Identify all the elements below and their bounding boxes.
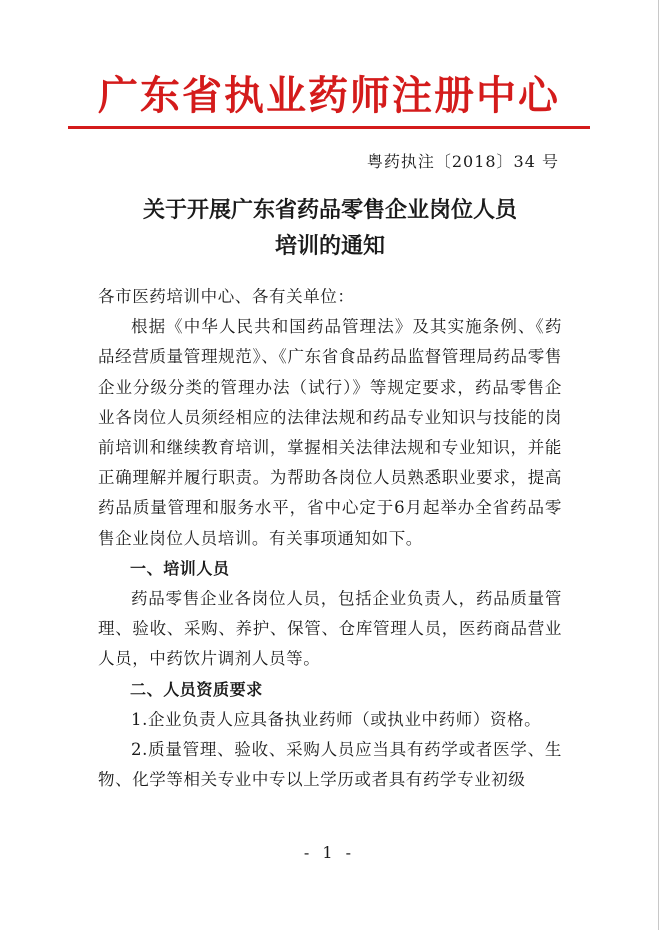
issuing-organization-header: 广东省执业药师注册中心 bbox=[98, 73, 560, 119]
section-paragraph: 2.质量管理、验收、采购人员应当具有药学或者医学、生物、化学等相关专业中专以上学历或者具有药学专业初级 bbox=[98, 740, 562, 790]
red-header-rule bbox=[68, 126, 590, 129]
section-paragraph: 1.企业负责人应具备执业药师（或执业中药师）资格。 bbox=[131, 709, 542, 729]
document-title bbox=[100, 193, 560, 265]
page-number: - 1 - bbox=[303, 843, 356, 862]
document-number: 粤药执注〔2018〕34 号 bbox=[366, 152, 559, 171]
document-body bbox=[98, 282, 562, 795]
section-paragraph: 药品零售企业各岗位人员，包括企业负责人，药品质量管理、验收、采购、养护、保管、仓库管理人员，医药商品营业人员，中药饮片调剂人员等。 bbox=[98, 589, 562, 669]
title-line-1: 关于开展广东省药品零售企业岗位人员 bbox=[142, 198, 517, 223]
section-heading-trainees: 一、培训人员 bbox=[130, 558, 230, 578]
title-line-2: 培训的通知 bbox=[274, 234, 385, 259]
section-heading-qualifications: 二、人员资质要求 bbox=[130, 679, 263, 699]
salutation: 各市医药培训中心、各有关单位： bbox=[98, 287, 355, 306]
intro-paragraph: 根据《中华人民共和国药品管理法》及其实施条例、《药品经营质量管理规范》、《广东省食品药品监督管理局药品零售企业分级分类的管理办法（试行）》等规定要求，药品零售企业各岗位人员须经相应的法律法规和药品专业知识与技能的岗前培训和继续教育培训，掌握相关法律法规和专业知识，并能正确理解并履行职责。为帮助各岗位人员熟悉职业要求，提高药品质量管理和服务水平，省中心定于6月起举办全省药品零售企业岗位人员培训。有关事项通知如下。 bbox=[98, 317, 562, 548]
